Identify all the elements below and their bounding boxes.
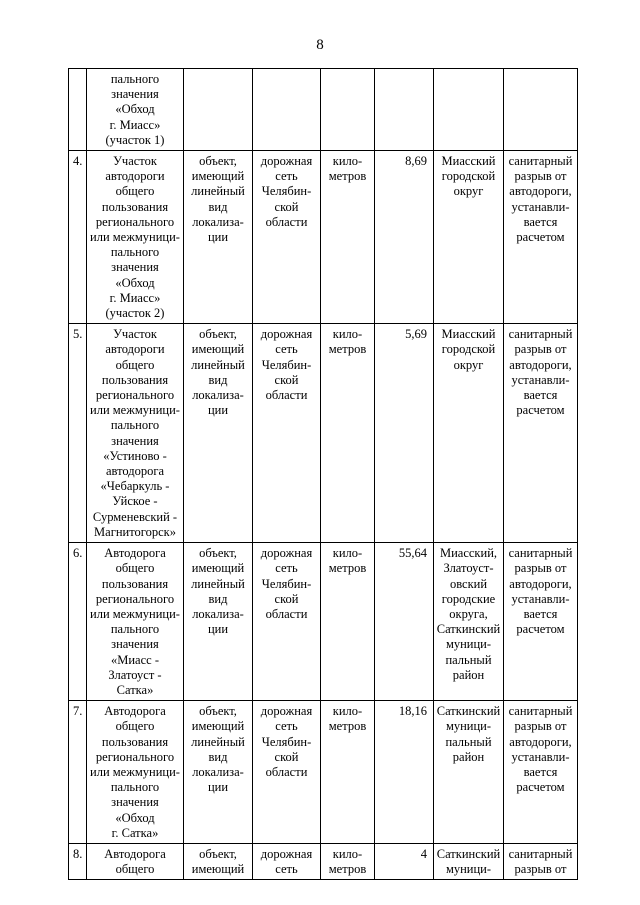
object-purpose: дорожная сеть Челябин- ской области <box>253 701 321 844</box>
object-name: Автодорога общего <box>87 843 184 879</box>
object-type: объект, имеющий <box>184 843 253 879</box>
table-row <box>69 843 578 879</box>
row-number: 7. <box>69 701 87 844</box>
object-purpose: дорожная сеть Челябин- ской области <box>253 151 321 324</box>
object-purpose: дорожная сеть Челябин- ской области <box>253 324 321 543</box>
object-purpose: дорожная сеть Челябин- ской области <box>253 543 321 701</box>
unit: кило- метров <box>321 843 375 879</box>
unit: кило- метров <box>321 543 375 701</box>
object-name: Автодорога общего пользования регионального или межмуници- пального значения «Обход г. Сатка» <box>87 701 184 844</box>
zone-characteristic <box>504 69 578 151</box>
object-name: Участок автодороги общего пользования регионального или межмуници- пального значения «Устиново - автодорога «Чебаркуль - Уйское - Сурменевский - Магнитогорск» <box>87 324 184 543</box>
value: 18,16 <box>375 701 434 844</box>
object-type <box>184 69 253 151</box>
unit: кило- метров <box>321 701 375 844</box>
row-number: 4. <box>69 151 87 324</box>
object-type: объект, имеющий линейный вид локализа- ции <box>184 543 253 701</box>
table-row <box>69 543 578 701</box>
unit: кило- метров <box>321 151 375 324</box>
row-number <box>69 69 87 151</box>
objects-table <box>68 68 578 880</box>
location: Саткинский муници- <box>434 843 504 879</box>
object-name: Участок автодороги общего пользования регионального или межмуници- пального значения «Обход г. Миасс» (участок 2) <box>87 151 184 324</box>
table-row <box>69 69 578 151</box>
page-number: 8 <box>316 37 324 53</box>
location <box>434 69 504 151</box>
value: 55,64 <box>375 543 434 701</box>
zone-characteristic: санитарный разрыв от автодороги, устанавли- вается расчетом <box>504 543 578 701</box>
location: Саткинский муници- пальный район <box>434 701 504 844</box>
value: 8,69 <box>375 151 434 324</box>
object-name: пального значения «Обход г. Миасс» (участок 1) <box>87 69 184 151</box>
value: 4 <box>375 843 434 879</box>
object-type: объект, имеющий линейный вид локализа- ции <box>184 324 253 543</box>
row-number: 8. <box>69 843 87 879</box>
table-row <box>69 701 578 844</box>
location: Миасский городской округ <box>434 151 504 324</box>
zone-characteristic: санитарный разрыв от автодороги, устанавли- вается расчетом <box>504 701 578 844</box>
object-name: Автодорога общего пользования регионального или межмуници- пального значения «Миасс - Златоуст - Сатка» <box>87 543 184 701</box>
table-row <box>69 324 578 543</box>
unit: кило- метров <box>321 324 375 543</box>
value <box>375 69 434 151</box>
object-type: объект, имеющий линейный вид локализа- ции <box>184 151 253 324</box>
location: Миасский, Златоуст- овский городские округа, Саткинский муници- пальный район <box>434 543 504 701</box>
object-purpose: дорожная сеть <box>253 843 321 879</box>
object-type: объект, имеющий линейный вид локализа- ции <box>184 701 253 844</box>
unit <box>321 69 375 151</box>
zone-characteristic: санитарный разрыв от <box>504 843 578 879</box>
zone-characteristic: санитарный разрыв от автодороги, устанавли- вается расчетом <box>504 151 578 324</box>
row-number: 5. <box>69 324 87 543</box>
location: Миасский городской округ <box>434 324 504 543</box>
zone-characteristic: санитарный разрыв от автодороги, устанавли- вается расчетом <box>504 324 578 543</box>
row-number: 6. <box>69 543 87 701</box>
object-purpose <box>253 69 321 151</box>
table-row <box>69 151 578 324</box>
value: 5,69 <box>375 324 434 543</box>
